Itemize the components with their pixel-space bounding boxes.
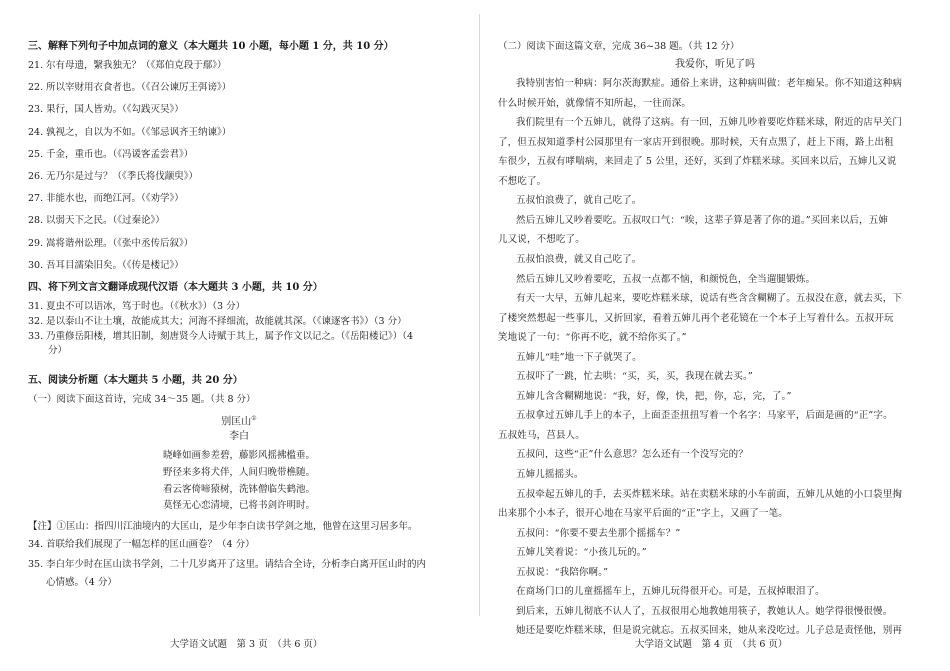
article-paragraph-start: 五叔拿过五婶儿手上的本子，上面歪歪扭扭写着一个名字：马家平，后面是画的“正”字。 bbox=[516, 410, 893, 422]
question-text: 是以泰山不让土壤，故能成其大；河海不择细流，故能就其深。（《谏逐客书》）（3 分） bbox=[46, 316, 407, 327]
question-number: 25. bbox=[28, 148, 44, 160]
question-35-line2: 心情感。（4 分） bbox=[46, 577, 117, 588]
question-25 bbox=[28, 148, 193, 161]
question-text: 所以宰财用衣食者也。（《召公谏厉王弭谤》） bbox=[46, 82, 232, 94]
question-number: 33. bbox=[28, 331, 44, 342]
article-paragraph-start: 五婶儿摇摇头。 bbox=[516, 469, 584, 480]
question-34: 34. 首联给我们展现了一幅怎样的匡山画卷？（4 分） bbox=[28, 539, 255, 550]
question-number: 30. bbox=[28, 259, 44, 271]
question-28 bbox=[28, 214, 165, 227]
question-31 bbox=[28, 300, 245, 313]
article-paragraph-start: 五叔怕浪费，就又自己吃了。 bbox=[516, 253, 642, 265]
question-24 bbox=[28, 126, 231, 139]
article-paragraph-line: 了，但五叔知道季村公园那里有一家店开到很晚。那时候，天有点黑了，赶上下雨，路上出租 bbox=[498, 136, 894, 148]
section4-heading: 四、将下列文言文翻译成现代汉语（本大题共 3 小题，共 10 分） bbox=[28, 282, 323, 293]
poem-note: 【注】①匡山：指四川江油境内的大匡山，是少年李白读书学剑之地，他曾在这里习居多年。 bbox=[28, 521, 418, 532]
q33-continuation: 分） bbox=[48, 345, 68, 356]
poem-title: 别匡山① bbox=[221, 415, 257, 428]
question-number: 28. bbox=[28, 215, 44, 227]
article-paragraph-line: 了楼突然想起一些事儿，又折回家，看着五婶儿再个老花镜在一个本子上写着什么。五叔开玩 bbox=[498, 312, 894, 324]
article-paragraph-start: 到后来，五婶儿彻底不认人了，五叔很用心地教她用筷子，教她认人。她学得很慢很慢。 bbox=[516, 605, 893, 617]
section3-heading: 三、解释下列句子中加点词的意义（本大题共 10 小题，每小题 1 分，共 10 分） bbox=[28, 41, 394, 52]
article-paragraph-line: 不想吃了。 bbox=[498, 175, 547, 187]
right-page bbox=[480, 0, 950, 671]
question-33 bbox=[28, 330, 413, 343]
article-paragraph-start: 五婶儿笑着说：“小孩儿玩的。” bbox=[516, 547, 647, 559]
left-page-footer: 大学语文试题 第 3 页 （共 6 页） bbox=[170, 639, 323, 650]
question-text: 嵩将谐州讼理。（《张中丞传后叙》） bbox=[46, 237, 194, 249]
question-number: 31. bbox=[28, 301, 44, 312]
poem-line: 莫怪无心恋清境，已将书剑许明时。 bbox=[162, 500, 315, 512]
article-paragraph-line: 笑地说了一句：“你再不吃，就不给你买了。” bbox=[498, 332, 687, 344]
question-number: 23. bbox=[28, 104, 44, 116]
poem-author: 李白 bbox=[229, 431, 249, 442]
article-paragraph-start: 五婶儿“哇”地一下子就哭了。 bbox=[516, 351, 642, 363]
question-number: 24. bbox=[28, 126, 44, 138]
article-paragraph-line: 什么时候开始，就像情不知所起，一往而深。 bbox=[498, 97, 692, 109]
question-number: 29. bbox=[28, 237, 44, 249]
article-paragraph-start: 在商场门口的儿童摇摇车上，五婶儿玩得很开心。可是，五叔掉眼泪了。 bbox=[516, 586, 825, 598]
question-text: 夏虫不可以语冰，笃于时也。（《秋水》）（3 分） bbox=[46, 301, 246, 312]
question-21 bbox=[28, 59, 227, 72]
poem-line: 晓峰如画参差碧，藤影风摇拂槛垂。 bbox=[162, 450, 315, 461]
question-text: 乃重修岳阳楼，增其旧制，刻唐贤今人诗赋于其上，属予作文以记之。（《岳阳楼记》）（4 bbox=[46, 331, 414, 342]
article-paragraph-start: 五叔说：“我陪你啊。” bbox=[516, 566, 609, 578]
article-paragraph-start: 五叔牵起五婶儿的手，去买炸糕米球。站在卖糕米球的小车前面，五婶儿从她的小口袋里掏 bbox=[516, 488, 903, 500]
article-paragraph-start: 五叔怕浪费了，就自己吃了。 bbox=[516, 195, 642, 207]
question-text: 无乃尔是过与？（《季氏将伐颛臾》） bbox=[46, 171, 199, 182]
question-number: 26. bbox=[28, 171, 44, 182]
sub2-heading: （二）阅读下面这篇文章，完成 36~38 题。（共 12 分） bbox=[498, 41, 740, 52]
article-paragraph-start: 我特别害怕一种病：阿尔茨海默症。通俗上来讲，这种病叫做：老年痴呆。你不知道这种病 bbox=[516, 78, 903, 89]
question-27 bbox=[28, 192, 184, 205]
question-text: 孰视之，自以为不如。（《邹忌讽齐王纳谏》） bbox=[46, 126, 232, 138]
article-paragraph-start: 然后五婶儿又吵着要吃，五叔一点都不恼，和颜悦色，全当遛腿锻炼。 bbox=[516, 273, 816, 285]
question-22 bbox=[28, 81, 231, 94]
right-page-footer: 大学语文试题 第 4 页 （共 6 页） bbox=[635, 639, 788, 650]
article-paragraph-start: 然后五婶儿又吵着要吃。五叔叹口气：“唉，这辈子算是著了你的道。”买回来以后，五婶 bbox=[516, 214, 888, 226]
article-paragraph-line: 出来那个小本子，很开心地在马家平后面的“正”字上，又画了一笔。 bbox=[498, 508, 788, 520]
poem-line: 野径来多将犬伴，人间归晚带樵随。 bbox=[162, 466, 315, 478]
question-text: 非能水也，而绝江河。（《劝学》） bbox=[46, 193, 184, 205]
article-paragraph-start: 她还是要吃炸糕米球，但是说完就忘。五叔买回来，她从来没吃过。儿子总是责怪他，别再 bbox=[516, 625, 903, 637]
question-23 bbox=[28, 103, 184, 116]
question-number: 22. bbox=[28, 82, 44, 94]
article-paragraph-start: 有天一大早，五婶儿起来，要吃炸糕米球，说话有些含含糊糊了。五叔没在意，就去买，下 bbox=[516, 293, 903, 305]
question-30 bbox=[28, 259, 184, 272]
question-text: 吾耳目濡染旧矣。（《传是楼记》） bbox=[46, 259, 184, 271]
question-29 bbox=[28, 237, 193, 250]
article-paragraph-start: 五婶儿含含糊糊地说：“我，好，像，快，把，你，忘，完，了。” bbox=[516, 390, 792, 402]
article-paragraph-line: 儿又说，不想吃了。 bbox=[498, 234, 585, 246]
question-text: 果行，国人皆劝。（《勾践灭吴》） bbox=[46, 104, 184, 116]
article-paragraph-start: 我们院里有一个五婶儿，就得了这病。有一回，五婶儿吵着要吃炸糕米球，附近的店早关门 bbox=[516, 117, 903, 129]
poem-line: 看云客倚啼猿树，洗钵僧临失鹤池。 bbox=[162, 483, 315, 495]
article-paragraph-line: 五叔姓马，莒县人。 bbox=[498, 429, 585, 441]
question-text: 千金，重币也。（《冯谖客孟尝君》） bbox=[46, 148, 194, 160]
article-paragraph-start: 五叔问：“你要不要去坐那个摇摇车？” bbox=[516, 527, 681, 539]
question-number: 21. bbox=[28, 60, 44, 71]
question-35: 35. 李白年少时在匡山读书学剑，二十几岁离开了这里。请结合全诗，分析李白离开匡山时的内 bbox=[28, 559, 427, 570]
question-number: 27. bbox=[28, 193, 44, 205]
article-paragraph-start: 五叔问，这些“正”什么意思？怎么还有一个没写完的？ bbox=[516, 449, 748, 461]
article-title: 我爱你，听见了吗 bbox=[675, 59, 755, 70]
article-paragraph-line: 车很少，五叔有哮喘病，来回走了 5 公里，还好，买到了炸糕米球。买回来以后，五婶儿又说 bbox=[498, 156, 897, 168]
section5-heading: 五、阅读分析题（本大题共 5 小题，共 20 分） bbox=[28, 375, 243, 386]
question-32 bbox=[28, 315, 407, 328]
sub1-heading: （一）阅读下面这首诗，完成 34～35 题。（共 8 分） bbox=[28, 394, 256, 405]
article-paragraph-start: 五叔吓了一跳，忙去哄：“买，买，买，我现在就去买。” bbox=[516, 371, 753, 383]
question-text: 以弱天下之民。（《过秦论》） bbox=[46, 215, 165, 227]
question-text: 尔有母遗，繄我独无？（《郑伯克段于鄢》） bbox=[46, 60, 227, 71]
question-26 bbox=[28, 170, 198, 183]
question-number: 32. bbox=[28, 316, 44, 327]
